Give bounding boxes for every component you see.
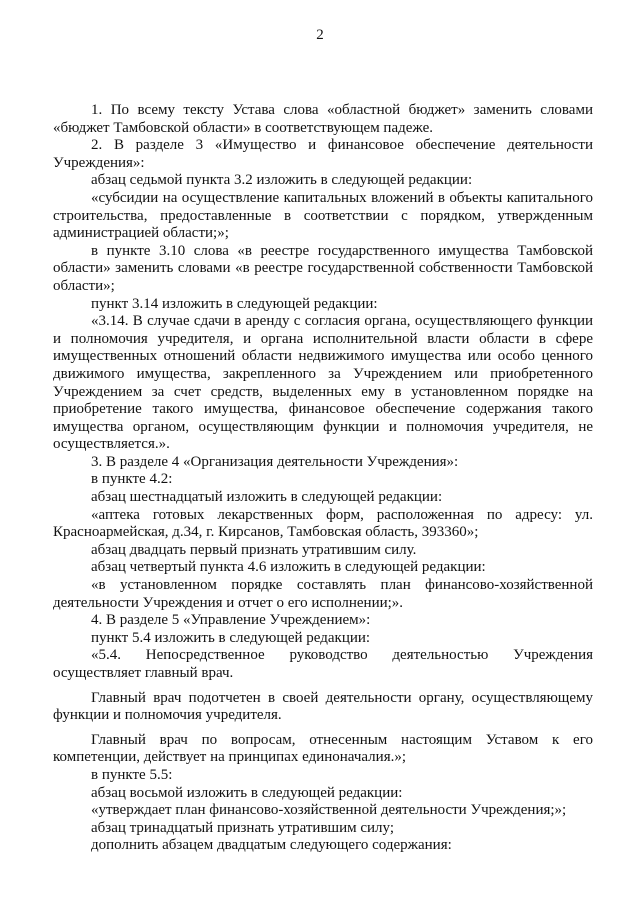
paragraph-14: «в установленном порядке составлять план финансово-хозяйственной деятельности Учреждения и отчет о его исполнении;». [53,577,593,611]
paragraph-21: абзац восьмой изложить в следующей редакции: [91,784,403,801]
paragraph-4: «субсидии на осуществление капитальных вложений в объекты капитального строительства, предоставленные в соответствии с порядком, утвержденным администрацией области;»; [53,189,593,242]
paragraph-20: в пункте 5.5: [91,766,173,783]
paragraph-18: Главный врач подотчетен в своей деятельности органу, осуществляющему функции и полномочия учредителя. [53,689,593,724]
paragraph-9: в пункте 4.2: [91,471,173,488]
paragraph-17: «5.4. Непосредственное руководство деятельностью Учреждения осуществляет главный врач. [53,647,593,681]
page-number: 2 [316,27,324,43]
paragraph-10: абзац шестнадцатый изложить в следующей редакции: [91,489,443,506]
paragraph-6: пункт 3.14 изложить в следующей редакции: [91,295,378,312]
paragraph-24: дополнить абзацем двадцатым следующего содержания: [91,837,452,854]
paragraph-22: «утверждает план финансово-хозяйственной деятельности Учреждения;»; [91,802,567,819]
document-body [53,102,593,855]
paragraph-12: абзац двадцать первый признать утратившим силу. [91,541,417,558]
paragraph-5: в пункте 3.10 слова «в реестре государственного имущества Тамбовской области» заменить словами «в реестре государственной собственности Тамбовской области»; [53,242,593,294]
paragraph-15: 4. В разделе 5 «Управление Учреждением»: [91,612,371,629]
paragraph-13: абзац четвертый пункта 4.6 изложить в следующей редакции: [91,559,486,576]
paragraph-2: 2. В разделе 3 «Имущество и финансовое обеспечение деятельности Учреждения»: [53,137,593,171]
paragraph-19: Главный врач по вопросам, отнесенным настоящим Уставом к его компетенции, действует на принципах единоначалия.»; [53,731,593,766]
paragraph-7: «3.14. В случае сдачи в аренду с согласия органа, осуществляющего функции и полномочия учредителя, и органа исполнительной власти области в сфере имущественных отношений области недвижимого имущества или особо ценного движимого имущества, закрепленного за Учреждением или приобретенного Учреждением за счет средств, выделенных ему в установленном порядке на приобретение такого имущества, финансовое обеспечение содержания такого имущества органом, осуществляющим функции и полномочия учредителя, не осуществляется.». [53,313,593,453]
paragraph-3: абзац седьмой пункта 3.2 изложить в следующей редакции: [91,172,473,189]
paragraph-23: абзац тринадцатый признать утратившим силу; [91,819,394,836]
paragraph-8: 3. В разделе 4 «Организация деятельности Учреждения»: [91,453,459,470]
paragraph-16: пункт 5.4 изложить в следующей редакции: [91,629,371,646]
paragraph-11: «аптека готовых лекарственных форм, расположенная по адресу: ул. Красноармейская, д.34, г. Кирсанов, Тамбовская область, 393360»; [53,506,593,541]
paragraph-1: 1. По всему тексту Устава слова «областной бюджет» заменить словами «бюджет Тамбовской области» в соответствующем падеже. [53,102,593,136]
